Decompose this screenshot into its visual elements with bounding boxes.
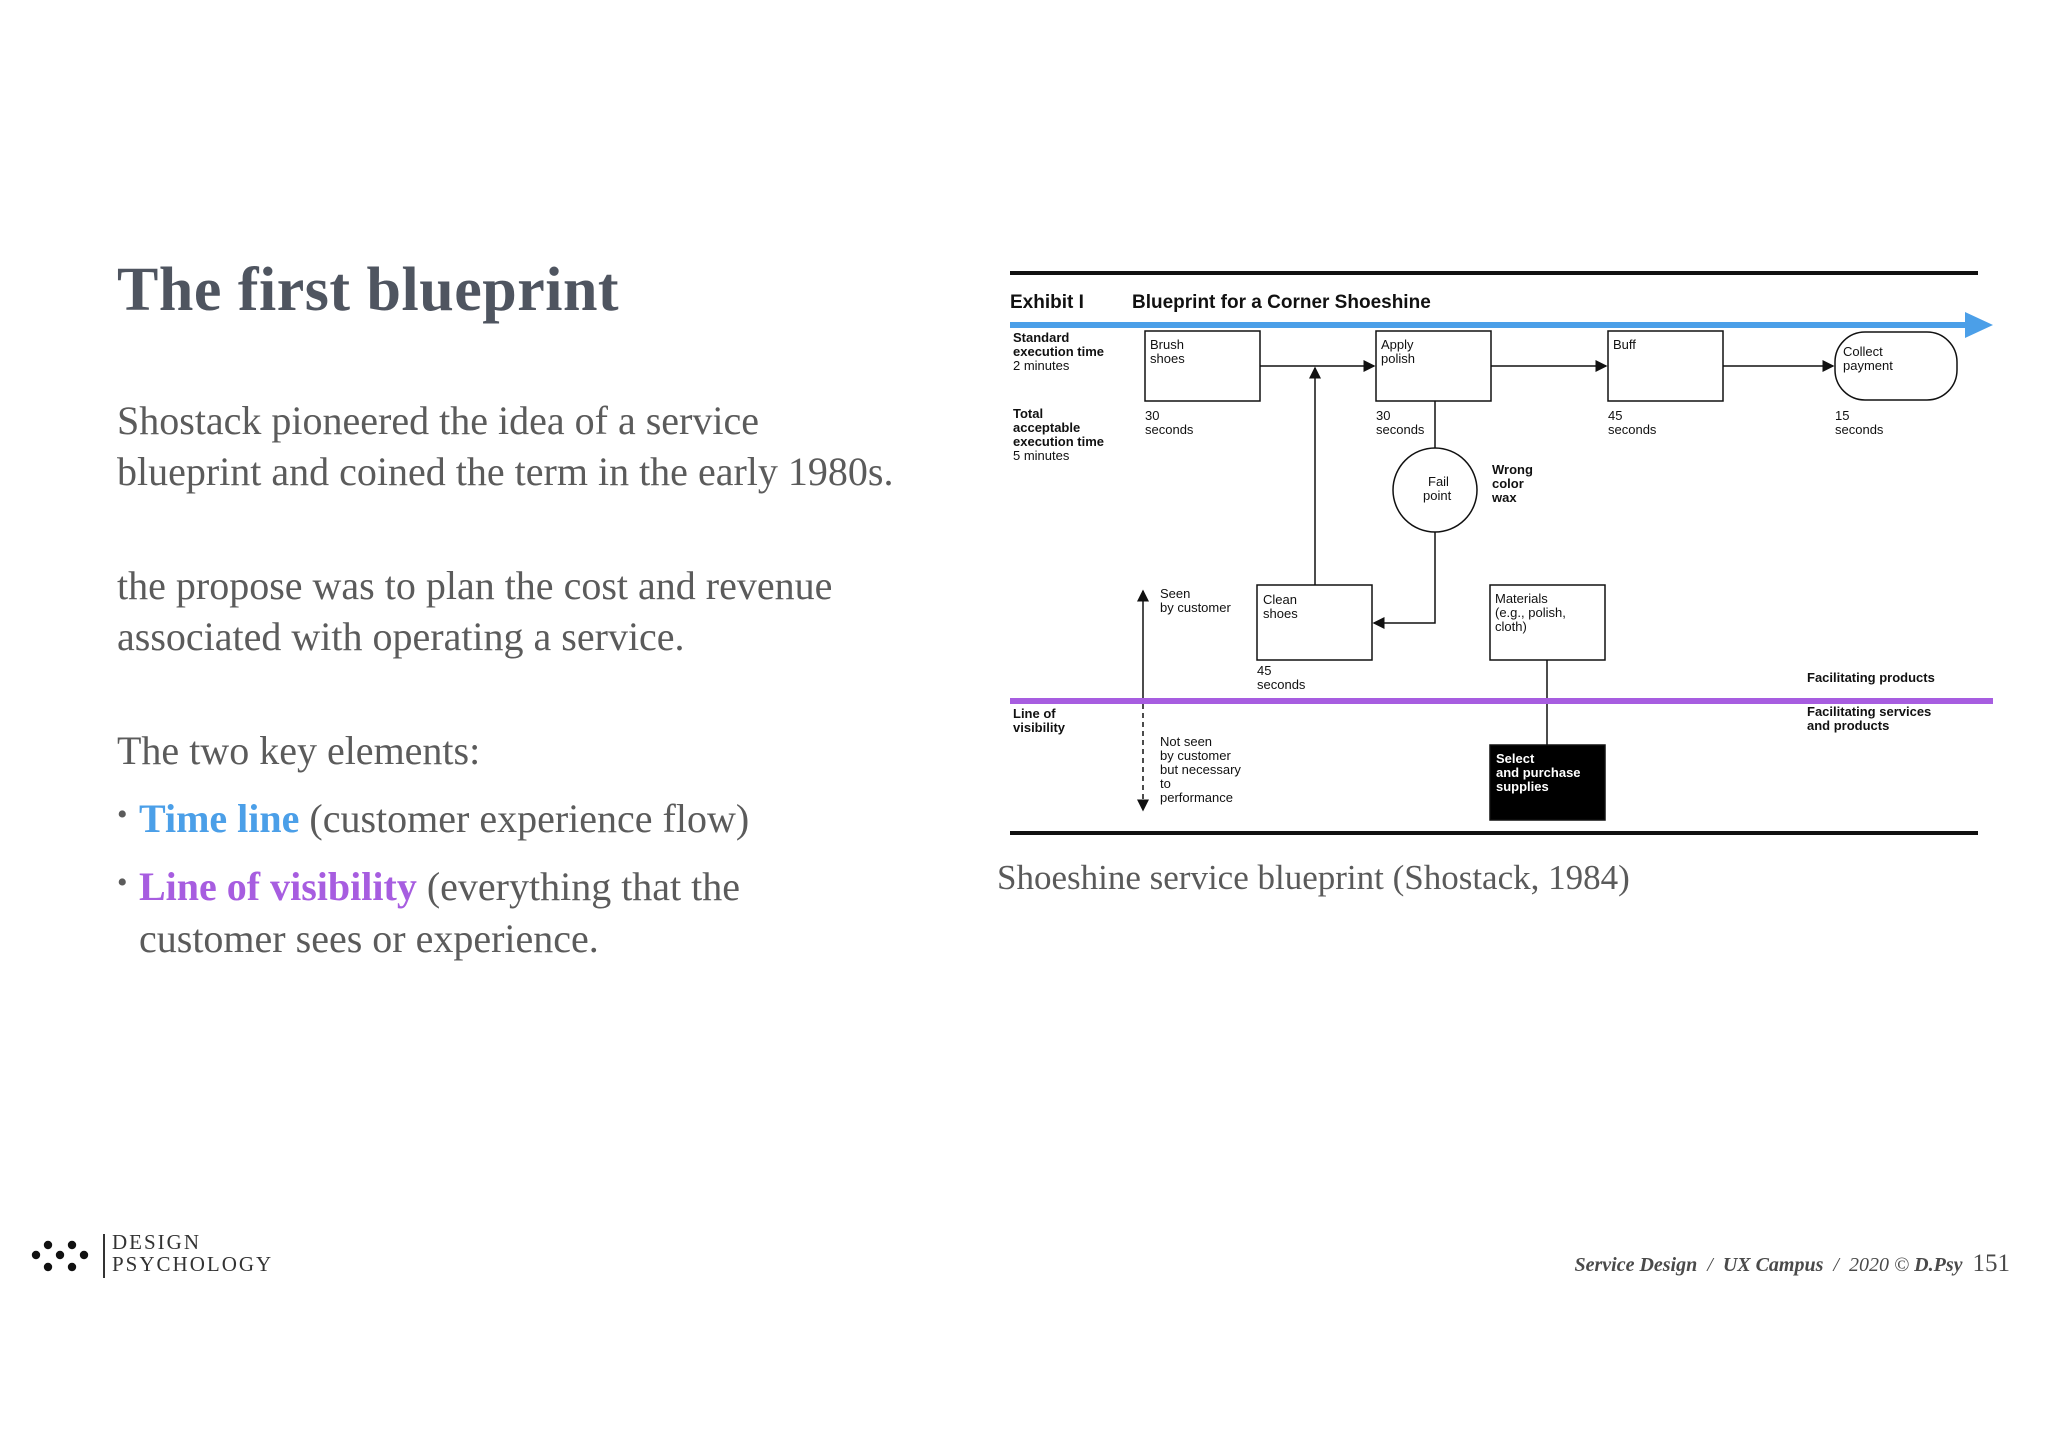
svg-text:but necessary: but necessary [1160,762,1241,777]
svg-text:Wrong: Wrong [1492,462,1533,477]
polish-time-unit: seconds [1376,422,1425,437]
bullet-marker: • [117,798,128,831]
svg-text:visibility: visibility [1013,720,1066,735]
purpose-line-2: associated with operating a service. [117,614,685,659]
svg-text:Facilitating services: Facilitating services [1807,704,1932,719]
visibility-highlight: Line of visibility [139,864,417,909]
not-seen-label [1160,734,1241,805]
svg-text:Seen: Seen [1160,586,1191,601]
time-line-highlight: Time line [139,796,300,841]
figure-title: Blueprint for a Corner Shoeshine [1132,292,1431,313]
logo-divider [103,1234,105,1278]
svg-text:and products: and products [1807,718,1890,733]
svg-text:2 minutes: 2 minutes [1013,358,1070,373]
svg-text:cloth): cloth) [1495,619,1527,634]
clean-shoes-label-2: shoes [1263,606,1298,621]
polish-time: 30 [1376,408,1391,423]
brush-shoes-label-2: shoes [1150,351,1185,366]
svg-text:acceptable: acceptable [1013,420,1081,435]
clean-time-unit: seconds [1257,677,1306,692]
svg-text:wax: wax [1492,490,1517,505]
footer-separator: / [1833,1254,1839,1276]
svg-text:Materials: Materials [1495,591,1548,606]
seen-by-customer-label [1160,586,1231,615]
svg-text:performance: performance [1160,790,1233,805]
svg-text:execution time: execution time [1013,344,1105,359]
svg-text:color: color [1492,476,1524,491]
clean-shoes-label: Clean [1263,592,1297,607]
shoeshine-blueprint-figure [995,258,1995,842]
intro-line-2: blueprint and coined the term in the early 1980s. [117,449,894,494]
svg-text:by customer: by customer [1160,600,1231,615]
bullet-content [139,793,999,845]
key-elements-heading: The two key elements: [117,728,481,773]
total-time-label [1013,406,1104,463]
brush-time: 30 [1145,408,1160,423]
facilitating-services-label [1807,704,1931,733]
figure-caption: Shoeshine service blueprint (Shostack, 1984) [997,858,1630,897]
footer-separator: / [1707,1254,1713,1276]
footer-author: D.Psy [1914,1254,1963,1276]
svg-text:5 minutes: 5 minutes [1013,448,1070,463]
apply-polish-label-2: polish [1381,351,1415,366]
connector-failpoint-clean [1374,532,1435,623]
buff-time-unit: seconds [1608,422,1657,437]
footer-campus: UX Campus [1722,1254,1824,1276]
collect-payment-label-2: payment [1843,358,1893,373]
purpose-line-1: the propose was to plan the cost and revenue [117,563,833,608]
logo-line-2: PSYCHOLOGY [112,1252,274,1276]
collect-payment-label: Collect [1843,344,1883,359]
wrong-color-wax-label [1491,462,1533,505]
design-psychology-logo [30,1233,100,1279]
svg-text:supplies: supplies [1496,779,1549,794]
bullet-text-line-2: customer sees or experience. [139,916,599,961]
brush-time-unit: seconds [1145,422,1194,437]
line-of-visibility-label [1013,706,1066,735]
bullet-marker: • [117,866,128,899]
fail-point-label: Fail [1428,474,1449,489]
page-number: 151 [1972,1250,2010,1277]
bullet-text: (everything that the [416,864,741,909]
purpose-paragraph [117,560,1017,662]
page-title: The first blueprint [117,256,620,324]
svg-text:and purchase: and purchase [1496,765,1581,780]
buff-label: Buff [1613,337,1636,352]
standard-time-label [1013,330,1104,373]
svg-text:to: to [1160,776,1171,791]
bullet-content [139,861,999,965]
bullet-text: (customer experience flow) [299,796,750,841]
clean-time: 45 [1257,663,1272,678]
svg-text:(e.g., polish,: (e.g., polish, [1495,605,1566,620]
payment-time-unit: seconds [1835,422,1884,437]
exhibit-label: Exhibit I [1010,292,1084,313]
footer [1574,1250,2010,1278]
intro-paragraph [117,395,1017,497]
svg-text:Select: Select [1496,751,1535,766]
facilitating-products-label: Facilitating products [1807,670,1935,685]
brush-shoes-label: Brush [1150,337,1184,352]
svg-text:by customer: by customer [1160,748,1231,763]
payment-time: 15 [1835,408,1850,423]
fail-point-label-2: point [1423,488,1452,503]
footer-course: Service Design [1574,1254,1698,1276]
footer-year: 2020 © [1848,1254,1910,1276]
apply-polish-label: Apply [1381,337,1414,352]
buff-time: 45 [1608,408,1623,423]
svg-text:Standard: Standard [1013,330,1070,345]
logo-line-1: DESIGN [112,1230,201,1254]
logo-wordmark [112,1231,273,1275]
svg-text:Line of: Line of [1013,706,1056,721]
svg-text:Total: Total [1013,406,1044,421]
intro-line-1: Shostack pioneered the idea of a service [117,398,759,443]
svg-text:Not seen: Not seen [1160,734,1213,749]
time-line-arrowhead [1965,312,1993,338]
svg-text:execution time: execution time [1013,434,1105,449]
